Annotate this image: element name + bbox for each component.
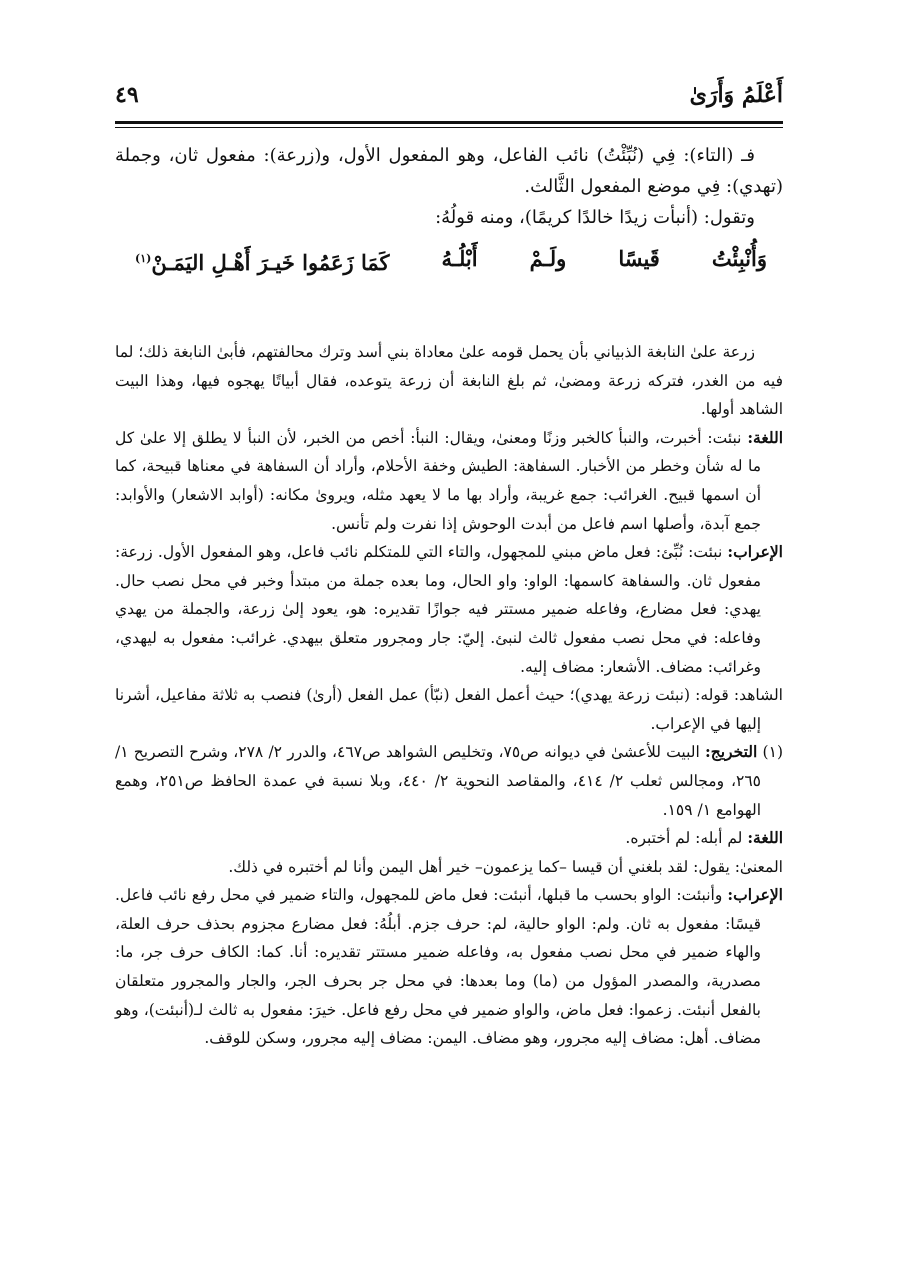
note-irab-2: الإعراب: وأنبئت: الواو بحسب ما قبلها، أنبئت: فعل ماض للمجهول، والتاء ضمير في محل رفع نائب فاعل. قيسًا: مفعول به ثان. ولم: الواو حالية، لم: حرف جزم. أبلُهُ: فعل مضارع مجزوم بحذف حرف العلة، والهاء ضمير في محل نصب مفعول به، وفاعله ضمير مستتر تقديره: أنا. كما: الكاف حرف جر، ما: مصدرية، والمصدر المؤول من (ما) وما بعدها: في محل جر بحرف الجر، والجار والمجرور متعلقان بالفعل أنبئت. زعموا: فعل ماض، والواو ضمير في محل رفع فاعل. خيرَ: مفعول به ثالث لـ(أنبئت)، وهو مضاف. أهل: مضاف إليه مجرور، وهو مضاف. اليمن: مضاف إليه مجرور، وسكن للوقف. xyxy=(115,885,783,1048)
verse-hemistich: كَمَا زَعَمُوا خَيـرَ أَهْـلِ اليَمَـنْ$^{(١)}$ xyxy=(135,250,390,275)
poetry-verse xyxy=(115,239,783,283)
page-header xyxy=(115,82,783,120)
verse-word: وَأُنْبِئْتُ xyxy=(711,246,767,271)
header-rule-thick xyxy=(115,121,783,124)
label-irab-2: الإعراب: xyxy=(727,885,783,905)
header-rule-thin xyxy=(115,127,783,128)
footnotes xyxy=(115,338,783,1053)
footnote-reference[interactable]: (١) xyxy=(135,252,152,265)
main-paragraph-1: فـ (التاء): فِي (نُبِّئْتُ) نائب الفاعل، وهو المفعول الأول، و(زرعة): مفعول ثان، وجملة (تهدي): فِي موضع المفعول الثَّالث. xyxy=(115,145,783,197)
verse-word: أَبْلُـهُ xyxy=(441,246,478,271)
note-irab-1: الإعراب: نبئت: نُبِّئ: فعل ماض مبني للمجهول، والتاء التي للمتكلم نائب فاعل، وهو المفعول الأول. زرعة: مفعول ثان. والسفاهة كاسمها: الواو: واو الحال، وما بعده جملة من مبتدأ وخبر في محل نصب حال. يهدي: فعل مضارع، وفاعله ضمير مستتر فيه جوازًا تقديره: هو، يعود إلىٰ زرعة، والجملة من يهدي وفاعله: في محل نصب مفعول ثالث لنبئ. إليّ: جار ومجرور متعلق بيهدي. غرائب: مفعول به ليهدي، وغرائب: مضاف. الأشعار: مضاف إليه. xyxy=(115,542,783,676)
verse-word: ولَـمْ xyxy=(529,246,567,271)
footnote-marker: (١) xyxy=(762,743,783,762)
label-lugha-2: اللغة: xyxy=(747,828,783,848)
label-irab: الإعراب: xyxy=(727,542,783,562)
note-mana: المعنىٰ: يقول: لقد بلغني أن قيسا –كما يزعمون– خير أهل اليمن وأنا لم أختبره في ذلك. xyxy=(228,857,783,876)
label-lugha: اللغة: xyxy=(747,427,783,447)
label-shahid: الشاهد: xyxy=(733,686,783,705)
main-paragraph-2: وتقول: (أنبأت زيدًا خالدًا كريمًا)، ومنه قولُهُ: xyxy=(435,207,755,228)
note-continuation: زرعة علىٰ النابغة الذبياني بأن يحمل قومه علىٰ معاداة بني أسد وترك محالفتهم، فأبىٰ النابغة ذلك؛ لما فيه من الغدر، فتركه زرعة ومضىٰ، ثم بلغ النابغة أن زرعة يتوعده، فقال أبياتًا يهجوه فيها، وهذا البيت الشاهد أولها. xyxy=(115,343,783,419)
note-lugha-1: اللغة: نبئت: أخبرت، والنبأ كالخبر وزنًا ومعنىٰ، ويقال: النبأ: أخص من الخبر، لأن النبأ لا يطلق إلا علىٰ كل ما له شأن وخطر من الأخبار. السفاهة: الطيش وخفة الأحلام، وأراد أن السفاهة في معناها قبيحة، كما أن اسمها قبيح. الغرائب: جمع غريبة، وأراد بها ما لا يعهد مثله، ويروىٰ مكانه: (أوابد الاشعار) والأوابد: جمع آبدة، وأصلها اسم فاعل من أبدت الوحوش إذا نفرت ولم تأنس. xyxy=(115,427,783,533)
label-mana: المعنىٰ: xyxy=(734,857,783,876)
main-text xyxy=(115,140,783,283)
verse-word: قَيسًا xyxy=(618,246,660,271)
note-shahid: الشاهد: قوله: (نبئت زرعة يهدي)؛ حيث أعمل الفعل (نبّأ) عمل الفعل (أرىٰ) فنصب به ثلاثة مفاعيل، أشرنا إليها في الإعراب. xyxy=(115,686,783,733)
label-takhrij: التخريج: xyxy=(705,742,758,762)
note-lugha-2: اللغة: لم أبله: لم أختبره. xyxy=(625,828,783,848)
running-title: أَعْلَمُ وَأَرَىٰ xyxy=(689,82,783,108)
page-number: ٤٩ xyxy=(115,82,139,108)
note-takhrij: (١) التخريج: البيت للأعشىٰ في ديوانه ص٧٥، وتخليص الشواهد ص٤٦٧، والدرر ٢/ ٢٧٨، وشرح التصريح ١/ ٢٦٥، ومجالس ثعلب ٢/ ٤١٤، والمقاصد النحوية ٢/ ٤٤٠، وبلا نسبة في عمدة الحافظ ص٢٥١، وهمع الهوامع ١/ ١٥٩. xyxy=(115,742,783,819)
